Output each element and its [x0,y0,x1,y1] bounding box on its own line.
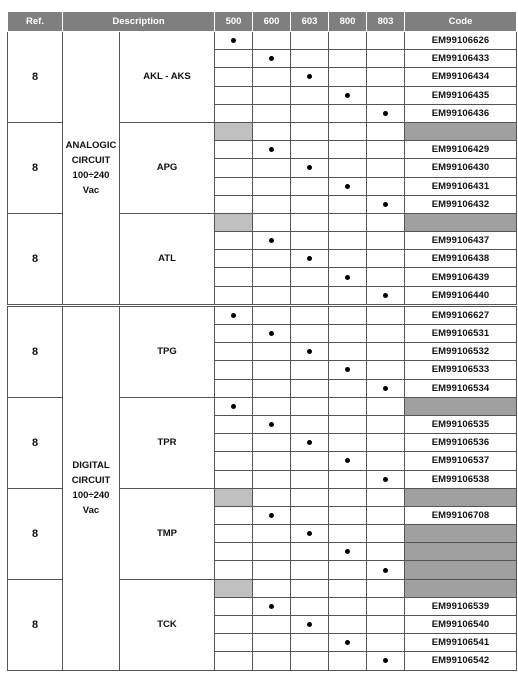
model-name: ATL [120,213,215,305]
ref-cell: 8 [8,305,63,397]
variant-cell-803 [367,305,405,324]
variant-cell-603 [291,597,329,615]
variant-cell-500 [215,177,253,195]
variant-cell-603 [291,86,329,104]
bullet-dot-icon [269,604,274,609]
variant-cell-500 [215,213,253,231]
variant-cell-800 [329,250,367,268]
variant-cell-600 [253,616,291,634]
variant-cell-803 [367,379,405,397]
variant-cell-803 [367,470,405,488]
product-table-wrapper [7,11,517,671]
variant-cell-803 [367,195,405,213]
variant-cell-600 [253,268,291,286]
model-name: TPG [120,305,215,397]
product-code: EM99106535 [405,415,517,433]
model-name: TMP [120,488,215,579]
circuit-line: 100÷240 [72,169,110,181]
product-code-table [7,11,517,671]
variant-cell-600 [253,434,291,452]
variant-cell-800 [329,415,367,433]
product-code: EM99106534 [405,379,517,397]
bullet-dot-icon [307,531,312,536]
variant-cell-600 [253,652,291,670]
product-code: EM99106440 [405,286,517,305]
variant-cell-800 [329,122,367,140]
variant-cell-800 [329,634,367,652]
bullet-dot-icon [231,38,236,43]
variant-cell-600 [253,543,291,561]
variant-cell-800 [329,159,367,177]
variant-cell-803 [367,268,405,286]
table-body [8,32,517,671]
variant-cell-500 [215,268,253,286]
variant-cell-800 [329,379,367,397]
variant-cell-603 [291,470,329,488]
variant-cell-500 [215,525,253,543]
variant-cell-600 [253,343,291,361]
bullet-dot-icon [307,622,312,627]
variant-cell-803 [367,122,405,140]
variant-cell-500 [215,361,253,379]
circuit-line: ANALOGIC [65,139,117,151]
variant-cell-803 [367,543,405,561]
product-code: EM99106431 [405,177,517,195]
variant-cell-600 [253,361,291,379]
circuit-line: 100÷240 [72,490,110,502]
variant-cell-800 [329,141,367,159]
bullet-dot-icon [307,165,312,170]
product-code: EM99106531 [405,325,517,343]
variant-cell-603 [291,361,329,379]
variant-cell-600 [253,488,291,506]
variant-cell-800 [329,652,367,670]
variant-cell-603 [291,561,329,579]
variant-cell-600 [253,561,291,579]
variant-cell-803 [367,325,405,343]
bullet-dot-icon [307,74,312,79]
variant-cell-800 [329,104,367,122]
product-code: EM99106434 [405,68,517,86]
variant-cell-600 [253,50,291,68]
variant-cell-800 [329,86,367,104]
variant-cell-500 [215,86,253,104]
variant-cell-603 [291,195,329,213]
variant-cell-800 [329,343,367,361]
variant-cell-603 [291,525,329,543]
variant-cell-500 [215,397,253,415]
header-row [8,12,517,32]
header-500: 500 [215,12,253,32]
variant-cell-603 [291,506,329,524]
variant-cell-600 [253,634,291,652]
ref-cell: 8 [8,122,63,213]
product-code: EM99106432 [405,195,517,213]
product-code: EM99106537 [405,452,517,470]
product-code: EM99106430 [405,159,517,177]
variant-cell-803 [367,561,405,579]
product-code: EM99106435 [405,86,517,104]
variant-cell-800 [329,525,367,543]
product-code: EM99106626 [405,32,517,50]
variant-cell-800 [329,488,367,506]
variant-cell-500 [215,325,253,343]
variant-cell-500 [215,141,253,159]
variant-cell-603 [291,268,329,286]
variant-cell-800 [329,68,367,86]
product-code: EM99106540 [405,616,517,634]
variant-cell-600 [253,104,291,122]
product-code: EM99106438 [405,250,517,268]
variant-cell-603 [291,50,329,68]
variant-cell-500 [215,452,253,470]
header-803: 803 [367,12,405,32]
variant-cell-603 [291,177,329,195]
ref-cell: 8 [8,397,63,488]
bullet-dot-icon [269,513,274,518]
variant-cell-800 [329,232,367,250]
variant-cell-803 [367,50,405,68]
variant-cell-800 [329,397,367,415]
variant-cell-500 [215,488,253,506]
model-name: APG [120,122,215,213]
variant-cell-803 [367,159,405,177]
bullet-dot-icon [345,93,350,98]
variant-cell-600 [253,397,291,415]
variant-cell-600 [253,525,291,543]
variant-cell-600 [253,379,291,397]
bullet-dot-icon [307,256,312,261]
variant-cell-500 [215,634,253,652]
variant-cell-803 [367,488,405,506]
variant-cell-603 [291,141,329,159]
bullet-dot-icon [345,184,350,189]
bullet-dot-icon [307,349,312,354]
variant-cell-603 [291,32,329,50]
ref-cell: 8 [8,579,63,670]
variant-cell-603 [291,305,329,324]
product-code [405,543,517,561]
variant-cell-800 [329,361,367,379]
variant-cell-800 [329,195,367,213]
variant-cell-803 [367,104,405,122]
product-code [405,397,517,415]
product-code: EM99106433 [405,50,517,68]
variant-cell-800 [329,434,367,452]
variant-cell-800 [329,177,367,195]
variant-cell-603 [291,652,329,670]
variant-cell-803 [367,506,405,524]
variant-cell-803 [367,343,405,361]
variant-cell-500 [215,434,253,452]
variant-cell-603 [291,343,329,361]
variant-cell-803 [367,250,405,268]
variant-cell-803 [367,597,405,615]
model-name: AKL - AKS [120,32,215,123]
model-name: TCK [120,579,215,670]
variant-cell-600 [253,86,291,104]
variant-cell-603 [291,379,329,397]
header-ref: Ref. [8,12,63,32]
variant-cell-803 [367,361,405,379]
bullet-dot-icon [269,422,274,427]
variant-cell-800 [329,506,367,524]
variant-cell-603 [291,415,329,433]
variant-cell-600 [253,579,291,597]
product-code [405,579,517,597]
variant-cell-803 [367,141,405,159]
bullet-dot-icon [345,367,350,372]
variant-cell-500 [215,32,253,50]
variant-cell-803 [367,177,405,195]
table-row [8,32,517,50]
variant-cell-800 [329,452,367,470]
variant-cell-500 [215,579,253,597]
circuit-description [63,32,120,306]
variant-cell-600 [253,177,291,195]
bullet-dot-icon [383,658,388,663]
variant-cell-803 [367,452,405,470]
product-code: EM99106436 [405,104,517,122]
variant-cell-803 [367,616,405,634]
variant-cell-500 [215,415,253,433]
variant-cell-500 [215,305,253,324]
product-code [405,525,517,543]
variant-cell-603 [291,122,329,140]
variant-cell-803 [367,525,405,543]
variant-cell-600 [253,232,291,250]
bullet-dot-icon [231,404,236,409]
bullet-dot-icon [383,386,388,391]
variant-cell-600 [253,597,291,615]
variant-cell-600 [253,506,291,524]
model-name: TPR [120,397,215,488]
variant-cell-803 [367,32,405,50]
variant-cell-500 [215,50,253,68]
variant-cell-603 [291,213,329,231]
variant-cell-500 [215,343,253,361]
product-code [405,488,517,506]
variant-cell-803 [367,652,405,670]
variant-cell-803 [367,286,405,305]
circuit-line: CIRCUIT [71,475,111,487]
variant-cell-800 [329,561,367,579]
bullet-dot-icon [383,293,388,298]
circuit-line: Vac [82,184,100,196]
bullet-dot-icon [345,458,350,463]
variant-cell-500 [215,597,253,615]
product-code: EM99106437 [405,232,517,250]
variant-cell-600 [253,141,291,159]
variant-cell-500 [215,250,253,268]
variant-cell-600 [253,213,291,231]
variant-cell-500 [215,286,253,305]
variant-cell-600 [253,286,291,305]
variant-cell-800 [329,50,367,68]
variant-cell-500 [215,195,253,213]
variant-cell-500 [215,543,253,561]
variant-cell-803 [367,634,405,652]
variant-cell-803 [367,86,405,104]
product-code [405,122,517,140]
variant-cell-603 [291,104,329,122]
variant-cell-600 [253,470,291,488]
header-description: Description [63,12,215,32]
circuit-line: CIRCUIT [71,154,111,166]
circuit-description [63,305,120,670]
product-code: EM99106542 [405,652,517,670]
bullet-dot-icon [269,238,274,243]
variant-cell-600 [253,325,291,343]
variant-cell-600 [253,452,291,470]
variant-cell-603 [291,452,329,470]
product-code [405,213,517,231]
variant-cell-800 [329,579,367,597]
product-code: EM99106429 [405,141,517,159]
product-code: EM99106538 [405,470,517,488]
variant-cell-603 [291,397,329,415]
product-code: EM99106536 [405,434,517,452]
variant-cell-600 [253,122,291,140]
variant-cell-500 [215,232,253,250]
variant-cell-800 [329,616,367,634]
variant-cell-800 [329,325,367,343]
variant-cell-800 [329,213,367,231]
variant-cell-603 [291,616,329,634]
variant-cell-803 [367,579,405,597]
bullet-dot-icon [269,331,274,336]
variant-cell-803 [367,213,405,231]
product-code: EM99106439 [405,268,517,286]
variant-cell-800 [329,543,367,561]
bullet-dot-icon [345,640,350,645]
variant-cell-500 [215,159,253,177]
header-600: 600 [253,12,291,32]
table-row [8,305,517,324]
variant-cell-803 [367,434,405,452]
product-code: EM99106533 [405,361,517,379]
variant-cell-600 [253,250,291,268]
variant-cell-603 [291,286,329,305]
variant-cell-603 [291,68,329,86]
variant-cell-603 [291,325,329,343]
variant-cell-800 [329,305,367,324]
variant-cell-500 [215,506,253,524]
variant-cell-600 [253,415,291,433]
variant-cell-500 [215,470,253,488]
ref-cell: 8 [8,488,63,579]
variant-cell-803 [367,397,405,415]
variant-cell-603 [291,232,329,250]
variant-cell-500 [215,379,253,397]
variant-cell-600 [253,68,291,86]
bullet-dot-icon [383,477,388,482]
variant-cell-603 [291,579,329,597]
bullet-dot-icon [383,202,388,207]
bullet-dot-icon [269,147,274,152]
variant-cell-600 [253,159,291,177]
bullet-dot-icon [383,568,388,573]
variant-cell-500 [215,561,253,579]
variant-cell-803 [367,68,405,86]
product-code: EM99106708 [405,506,517,524]
variant-cell-500 [215,68,253,86]
variant-cell-603 [291,159,329,177]
variant-cell-800 [329,597,367,615]
variant-cell-500 [215,616,253,634]
variant-cell-603 [291,488,329,506]
bullet-dot-icon [307,440,312,445]
variant-cell-800 [329,268,367,286]
variant-cell-500 [215,122,253,140]
variant-cell-500 [215,104,253,122]
variant-cell-800 [329,470,367,488]
product-code: EM99106532 [405,343,517,361]
variant-cell-600 [253,195,291,213]
bullet-dot-icon [345,549,350,554]
variant-cell-500 [215,652,253,670]
circuit-line: DIGITAL [72,460,110,472]
bullet-dot-icon [269,56,274,61]
ref-cell: 8 [8,213,63,305]
variant-cell-603 [291,434,329,452]
variant-cell-603 [291,634,329,652]
variant-cell-800 [329,286,367,305]
bullet-dot-icon [383,111,388,116]
variant-cell-803 [367,232,405,250]
variant-cell-803 [367,415,405,433]
bullet-dot-icon [345,275,350,280]
ref-cell: 8 [8,32,63,123]
header-code: Code [405,12,517,32]
product-code: EM99106539 [405,597,517,615]
header-800: 800 [329,12,367,32]
circuit-line: Vac [82,505,100,517]
product-code: EM99106541 [405,634,517,652]
bullet-dot-icon [231,313,236,318]
variant-cell-603 [291,250,329,268]
variant-cell-800 [329,32,367,50]
header-603: 603 [291,12,329,32]
product-code [405,561,517,579]
variant-cell-603 [291,543,329,561]
variant-cell-600 [253,32,291,50]
product-code: EM99106627 [405,305,517,324]
variant-cell-600 [253,305,291,324]
